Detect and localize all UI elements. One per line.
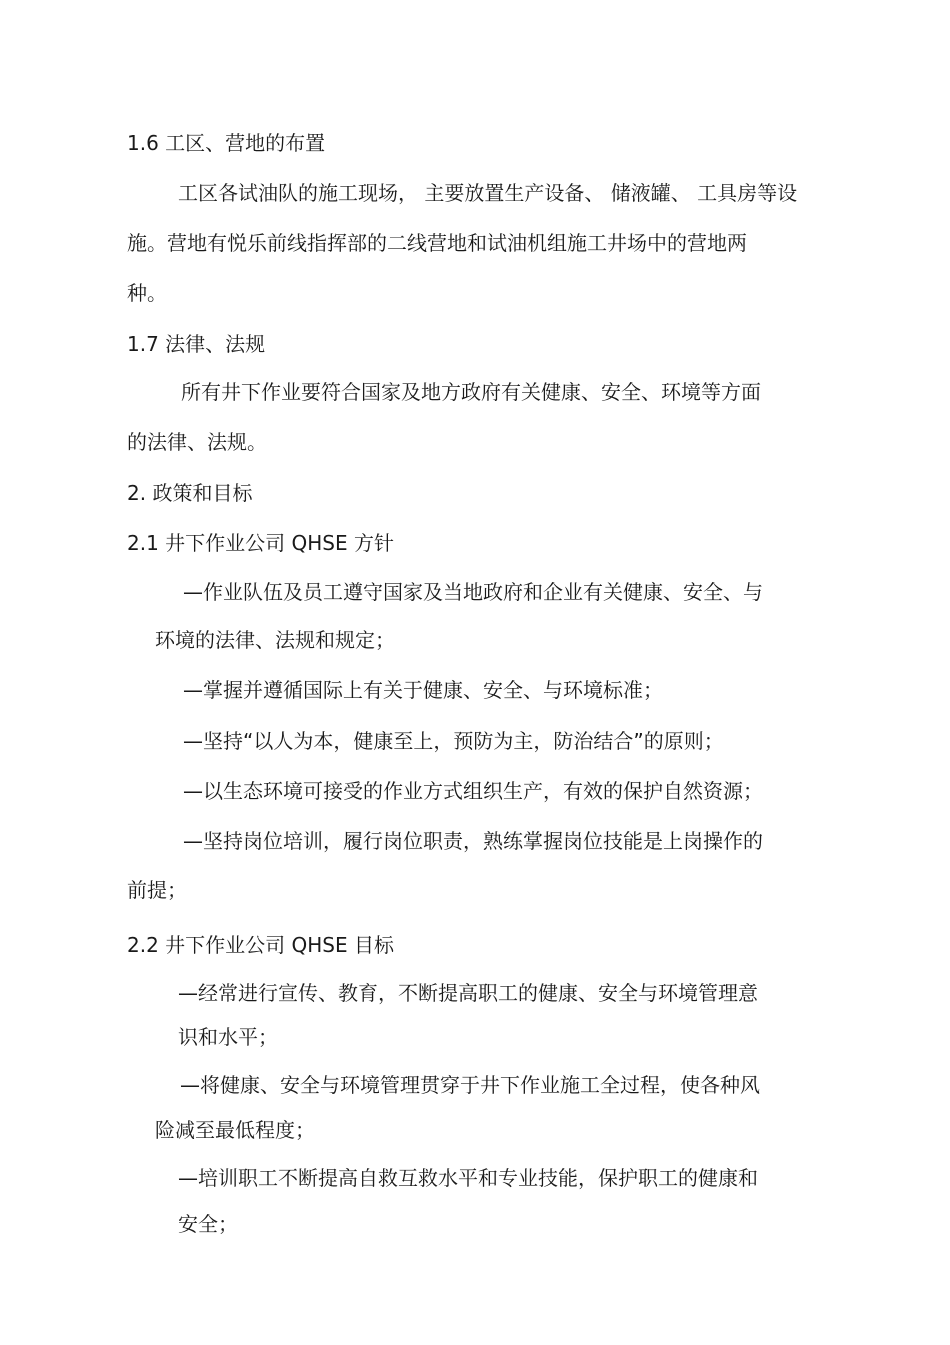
paragraph-line: 所有井下作业要符合国家及地方政府有关健康、安全、环境等方面 xyxy=(181,380,761,404)
policy-item: —坚持“以人为本，健康至上，预防为主，防治结合”的原则； xyxy=(183,729,724,753)
paragraph-line: 施。营地有悦乐前线指挥部的二线营地和试油机组施工井场中的营地两 xyxy=(127,231,747,255)
section-heading-2: 2. 政策和目标 xyxy=(127,481,253,505)
policy-item: —以生态环境可接受的作业方式组织生产，有效的保护自然资源； xyxy=(183,779,763,803)
goal-item: —经常进行宣传、教育，不断提高职工的健康、安全与环境管理意 xyxy=(178,981,758,1005)
paragraph-line: 的法律、法规。 xyxy=(127,430,267,454)
policy-item-continuation: 前提； xyxy=(127,878,187,902)
goal-item: —将健康、安全与环境管理贯穿于井下作业施工全过程，使各种风 xyxy=(180,1073,760,1097)
section-heading-1-7: 1.7 法律、法规 xyxy=(127,332,266,356)
goal-item-continuation: 安全； xyxy=(178,1212,238,1236)
section-heading-2-1: 2.1 井下作业公司 QHSE 方针 xyxy=(127,531,394,555)
policy-item-continuation: 环境的法律、法规和规定； xyxy=(155,628,395,652)
goal-item-continuation: 险减至最低程度； xyxy=(155,1118,315,1142)
paragraph-line: 工区各试油队的施工现场， 主要放置生产设备、 储液罐、 工具房等设 xyxy=(178,181,798,205)
section-heading-2-2: 2.2 井下作业公司 QHSE 目标 xyxy=(127,933,394,957)
section-heading-1-6: 1.6 工区、营地的布置 xyxy=(127,131,326,155)
policy-item: —掌握并遵循国际上有关于健康、安全、与环境标准； xyxy=(183,678,663,702)
paragraph-line: 种。 xyxy=(127,281,167,305)
policy-item: —作业队伍及员工遵守国家及当地政府和企业有关健康、安全、与 xyxy=(183,580,763,604)
goal-item-continuation: 识和水平； xyxy=(178,1025,278,1049)
goal-item: —培训职工不断提高自救互救水平和专业技能，保护职工的健康和 xyxy=(178,1166,758,1190)
policy-item: —坚持岗位培训，履行岗位职责，熟练掌握岗位技能是上岗操作的 xyxy=(183,829,763,853)
